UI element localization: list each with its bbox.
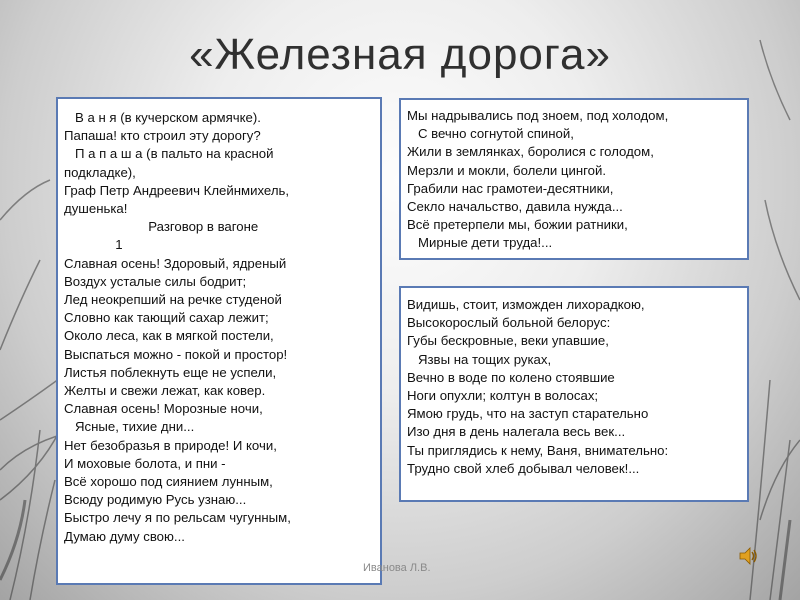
verse-line: Ямою грудь, что на заступ старательно xyxy=(407,406,649,422)
verse-line: Трудно свой хлеб добывал человек!... xyxy=(407,460,640,476)
verse-line: И моховые болота, и пни - xyxy=(64,455,226,471)
verse-line: Выспаться можно - покой и простор! xyxy=(64,346,288,362)
verse-line: Всюду родимую Русь узнаю... xyxy=(64,492,247,508)
verse-line: Около леса, как в мягкой постели, xyxy=(64,328,274,344)
dialogue-text-box xyxy=(56,97,382,585)
verse-line: Изо дня в день налегала весь век... xyxy=(407,424,626,440)
verse-line: Думаю думу свою... xyxy=(64,528,185,544)
author-name: Иванова Л.В. xyxy=(363,562,431,574)
verse-line: Секло начальство, давила нужда... xyxy=(407,199,623,215)
verse-line: Воздух усталые силы бодрит; xyxy=(64,273,247,289)
verse-line: подкладке), xyxy=(64,164,136,180)
verse-line: Славная осень! Здоровый, ядреный xyxy=(64,255,287,271)
verse-line: Мы надрывались под зноем, под холодом, xyxy=(407,108,669,123)
verse-line: Жили в землянках, боролися с голодом, xyxy=(407,144,654,160)
belarusian-verse-box xyxy=(399,286,749,502)
verse-line: Словно как тающий сахар лежит; xyxy=(64,310,269,326)
verse-line: Разговор в вагоне xyxy=(64,219,259,235)
verse-line: Губы бескровные, веки упавшие, xyxy=(407,333,609,349)
verse-line: Мирные дети труда!... xyxy=(407,235,553,251)
verse-line: П а п а ш а (в пальто на красной xyxy=(64,146,274,162)
page-title: «Железная дорога» xyxy=(189,30,611,79)
verse-line: Высокорослый больной белорус: xyxy=(407,315,611,331)
verse-line: Вечно в воде по колено стоявшие xyxy=(407,369,615,385)
verse-line: Язвы на тощих руках, xyxy=(407,351,552,367)
verse-line: Лед неокрепший на речке студеной xyxy=(64,292,282,308)
verse-line: Всё претерпели мы, божии ратники, xyxy=(407,217,628,233)
verse-line: Нет безобразья в природе! И кочи, xyxy=(64,437,277,453)
verse-line: В а н я (в кучерском армячке). xyxy=(64,110,261,125)
verse-line: Ты приглядись к нему, Ваня, внимательно: xyxy=(407,442,669,458)
speaker-icon[interactable] xyxy=(738,545,760,567)
verse-line: Славная осень! Морозные ночи, xyxy=(64,401,263,417)
verse-line: Ясные, тихие дни... xyxy=(64,419,195,435)
verse-line: душенька! xyxy=(64,201,128,217)
verse-line: 1 xyxy=(64,237,123,253)
verse-line: Грабили нас грамотеи-десятники, xyxy=(407,180,614,196)
verse-line: Ноги опухли; колтун в волосах; xyxy=(407,388,599,404)
verse-line: Папаша! кто строил эту дорогу? xyxy=(64,128,261,144)
verse-line: Быстро лечу я по рельсам чугунным, xyxy=(64,510,291,526)
verse-line: Всё хорошо под сиянием лунным, xyxy=(64,474,273,490)
verse-line: Листья поблекнуть еще не успели, xyxy=(64,364,277,380)
verse-line: С вечно согнутой спиной, xyxy=(407,126,574,142)
verse-line: Мерзли и мокли, болели цингой. xyxy=(407,162,607,178)
verse-line: Желты и свежи лежат, как ковер. xyxy=(64,383,266,399)
verse-line: Граф Петр Андреевич Клейнмихель, xyxy=(64,182,290,198)
verse-line: Видишь, стоит, изможден лихорадкою, xyxy=(407,297,645,312)
workers-verse-box xyxy=(399,98,749,260)
